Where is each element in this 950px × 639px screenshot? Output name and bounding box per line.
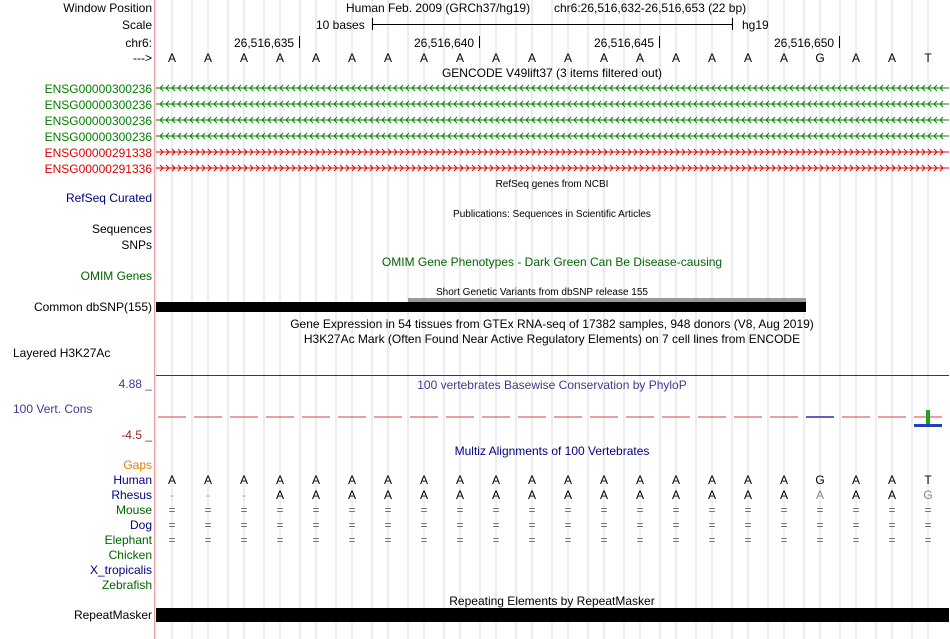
alignment-base: A [347,473,356,487]
base-letter: A [743,51,752,65]
alignment-base: = [276,533,284,547]
alignment-base: = [168,518,176,532]
alignment-base: = [348,533,356,547]
alignment-base: = [708,503,716,517]
alignment-base: T [924,473,932,487]
species-label[interactable]: Human [113,473,152,487]
alignment-base: = [312,503,320,517]
coord-tick-label: 26,516,650 [774,36,835,50]
alignment-base: = [816,518,824,532]
alignment-base: = [204,518,212,532]
scale-bar-left-tick [372,18,373,30]
alignment-base: = [564,533,572,547]
alignment-base: = [492,503,500,517]
alignment-base: = [348,503,356,517]
base-letter: G [815,51,825,65]
base-letter: A [779,51,788,65]
alignment-base: A [275,488,284,502]
alignment-base: = [888,503,896,517]
alignment-base: = [564,503,572,517]
species-label[interactable]: Mouse [115,503,152,517]
alignment-base: = [888,518,896,532]
alignment-base: = [852,518,860,532]
alignment-base: A [599,473,608,487]
alignment-base: A [743,473,752,487]
alignment-base: = [528,533,536,547]
alignment-base: = [492,518,500,532]
scale-bar-right-tick [732,18,733,30]
base-letter: A [527,51,536,65]
omim-track-title: OMIM Gene Phenotypes - Dark Green Can Be Disease-causing [381,255,723,269]
conservation-mark [914,424,942,427]
alignment-base: = [492,533,500,547]
alignment-base: A [671,473,680,487]
alignment-base: = [636,518,644,532]
gencode-transcript-line [156,81,949,95]
dbsnp-track-title: Short Genetic Variants from dbSNP release 155 [436,287,648,298]
alignment-base: = [456,533,464,547]
alignment-base: - [170,488,174,502]
scale-db: hg19 [742,18,769,32]
h3k27ac-track-title: H3K27Ac Mark (Often Found Near Active Regulatory Elements) on 7 cell lines from ENCODE [303,332,801,346]
base-letter: A [491,51,500,65]
alignment-base: = [564,518,572,532]
scale-label: Scale [121,18,152,32]
gencode-transcript-label[interactable]: ENSG00000291338 [44,146,152,160]
base-letter: A [887,51,896,65]
gencode-transcript-label[interactable]: ENSG00000300236 [44,114,152,128]
alignment-base: = [816,533,824,547]
alignment-base: = [744,518,752,532]
alignment-base: A [887,488,896,502]
multiz-track-title: Multiz Alignments of 100 Vertebrates [454,444,650,458]
alignment-base: = [276,518,284,532]
alignment-base: A [491,488,500,502]
alignment-base: A [491,473,500,487]
alignment-base: = [600,518,608,532]
alignment-base: A [455,473,464,487]
alignment-base: = [672,518,680,532]
coord-tick-label: 26,516,640 [414,36,475,50]
alignment-base: = [636,533,644,547]
alignment-base: A [563,473,572,487]
alignment-base: = [240,533,248,547]
scale-text: 10 bases [316,18,365,32]
alignment-base: = [780,503,788,517]
conservation-track-title: 100 vertebrates Basewise Conservation by PhyloP [417,378,687,392]
alignment-base: G [815,473,825,487]
alignment-base: = [240,503,248,517]
sequences-track-label[interactable]: Sequences [91,222,152,236]
alignment-base: A [851,473,860,487]
alignment-base: A [419,488,428,502]
alignment-base: = [888,533,896,547]
alignment-base: A [779,488,788,502]
h3k27ac-baseline [156,375,949,376]
alignment-base: = [924,518,932,532]
alignment-base: = [780,518,788,532]
species-label[interactable]: Zebrafish [101,578,152,592]
snps-track-label[interactable]: SNPs [121,238,152,252]
alignment-base: A [527,473,536,487]
conservation-mark [926,410,930,424]
base-letter: A [455,51,464,65]
alignment-base: - [242,488,246,502]
alignment-base: = [780,533,788,547]
refseq-track-label[interactable]: RefSeq Curated [65,191,152,205]
alignment-base: = [924,533,932,547]
alignment-base: A [203,473,212,487]
alignment-base: = [420,533,428,547]
base-letter: A [275,51,284,65]
alignment-base: A [815,488,824,502]
cons-min-label: -4.5 _ [121,428,152,442]
base-letter: A [635,51,644,65]
alignment-base: A [635,473,644,487]
alignment-base: A [743,488,752,502]
alignment-base: = [924,503,932,517]
alignment-base: A [707,488,716,502]
alignment-base: = [420,518,428,532]
strand-label: ---> [133,51,152,65]
alignment-base: A [311,473,320,487]
alignment-base: = [708,533,716,547]
alignment-base: = [672,503,680,517]
alignment-base: = [384,503,392,517]
base-letter: A [203,51,212,65]
alignment-base: = [708,518,716,532]
alignment-base: A [563,488,572,502]
base-letter: T [924,51,932,65]
gencode-transcript-label[interactable]: ENSG00000300236 [44,82,152,96]
alignment-base: = [312,533,320,547]
alignment-base: A [851,488,860,502]
conservation-track-label[interactable]: 100 Vert. Cons [13,402,93,416]
alignment-base: = [276,503,284,517]
alignment-base: = [204,533,212,547]
coord-tick-label: 26,516,635 [234,36,295,50]
alignment-base: A [347,488,356,502]
coord-tick [299,36,300,48]
gencode-transcript-label[interactable]: ENSG00000300236 [44,98,152,112]
assembly-name: Human Feb. 2009 (GRCh37/hg19) [346,1,531,15]
gencode-transcript-label[interactable]: ENSG00000291336 [44,162,152,176]
alignment-base: A [455,488,464,502]
alignment-base: = [744,533,752,547]
base-letter: A [419,51,428,65]
alignment-base: A [419,473,428,487]
gencode-transcript-line [156,145,949,159]
chrom-label: chr6: [125,36,152,50]
alignment-base: A [671,488,680,502]
alignment-base: A [383,473,392,487]
alignment-base: = [852,503,860,517]
species-label[interactable]: Elephant [104,533,152,547]
gencode-transcript-label[interactable]: ENSG00000300236 [44,130,152,144]
alignment-base: = [456,518,464,532]
base-letter: A [383,51,392,65]
alignment-base: = [240,518,248,532]
base-letter: A [671,51,680,65]
alignment-base: A [383,488,392,502]
alignment-base: A [599,488,608,502]
alignment-base: = [672,533,680,547]
species-label[interactable]: Rhesus [111,488,152,502]
coord-tick-label: 26,516,645 [594,36,655,50]
gencode-transcript-line [156,161,949,175]
base-letter: A [311,51,320,65]
alignment-base: = [168,503,176,517]
alignment-base: = [528,518,536,532]
alignment-base: = [384,533,392,547]
alignment-base: G [923,488,933,502]
alignment-base: A [167,473,176,487]
alignment-base: A [239,473,248,487]
alignment-base: = [312,518,320,532]
coord-tick [839,36,840,48]
alignment-base: = [600,533,608,547]
base-letter: A [599,51,608,65]
gencode-transcript-line [156,97,949,111]
coord-tick [659,36,660,48]
alignment-base: = [636,503,644,517]
alignment-base: = [528,503,536,517]
alignment-base: = [456,503,464,517]
label-divider [154,0,155,639]
alignment-base: A [887,473,896,487]
gencode-track-title: GENCODE V49lift37 (3 items filtered out) [441,66,663,80]
alignment-base: = [384,518,392,532]
gencode-transcript-line [156,129,949,143]
alignment-base: = [204,503,212,517]
publications-track-title: Publications: Sequences in Scientific Articles [453,209,651,220]
species-label[interactable]: X_tropicalis [89,563,152,577]
cons-max-label: 4.88 _ [118,377,152,391]
repeatmasker-feature-bar[interactable] [156,608,949,622]
alignment-base: = [744,503,752,517]
species-label[interactable]: Chicken [108,548,152,562]
scale-bar [372,24,733,25]
base-letter: A [851,51,860,65]
coord-tick [479,36,480,48]
dbsnp-feature-bar[interactable] [156,302,806,312]
alignment-base: A [779,473,788,487]
alignment-base: = [168,533,176,547]
conservation-wiggle[interactable] [156,408,949,432]
alignment-base: A [311,488,320,502]
refseq-track-title: RefSeq genes from NCBI [495,179,609,190]
alignment-base: A [275,473,284,487]
alignment-base: = [852,533,860,547]
gtex-track-title: Gene Expression in 54 tissues from GTEx RNA-seq of 17382 samples, 948 donors (V8, Aug 2019) [290,317,814,331]
h3k27ac-track-label[interactable]: Layered H3K27Ac [13,346,111,360]
alignment-base: A [527,488,536,502]
gencode-transcript-line [156,113,949,127]
base-letter: A [167,51,176,65]
base-letter: A [347,51,356,65]
alignment-base: - [206,488,210,502]
alignment-base: A [635,488,644,502]
window-position-label: Window Position [63,1,152,15]
alignment-base: = [600,503,608,517]
base-letter: A [563,51,572,65]
repeatmasker-track-label[interactable]: RepeatMasker [73,608,152,622]
base-letter: A [239,51,248,65]
gaps-label: Gaps [123,458,152,472]
position-readout[interactable]: chr6:26,516,632-26,516,653 (22 bp) [554,1,747,15]
alignment-base: A [707,473,716,487]
alignment-base: = [348,518,356,532]
base-letter: A [707,51,716,65]
alignment-base: = [420,503,428,517]
species-label[interactable]: Dog [129,518,152,532]
repeatmasker-track-title: Repeating Elements by RepeatMasker [449,594,655,608]
alignment-base: = [816,503,824,517]
dbsnp-track-label[interactable]: Common dbSNP(155) [33,300,152,314]
omim-track-label[interactable]: OMIM Genes [80,269,152,283]
